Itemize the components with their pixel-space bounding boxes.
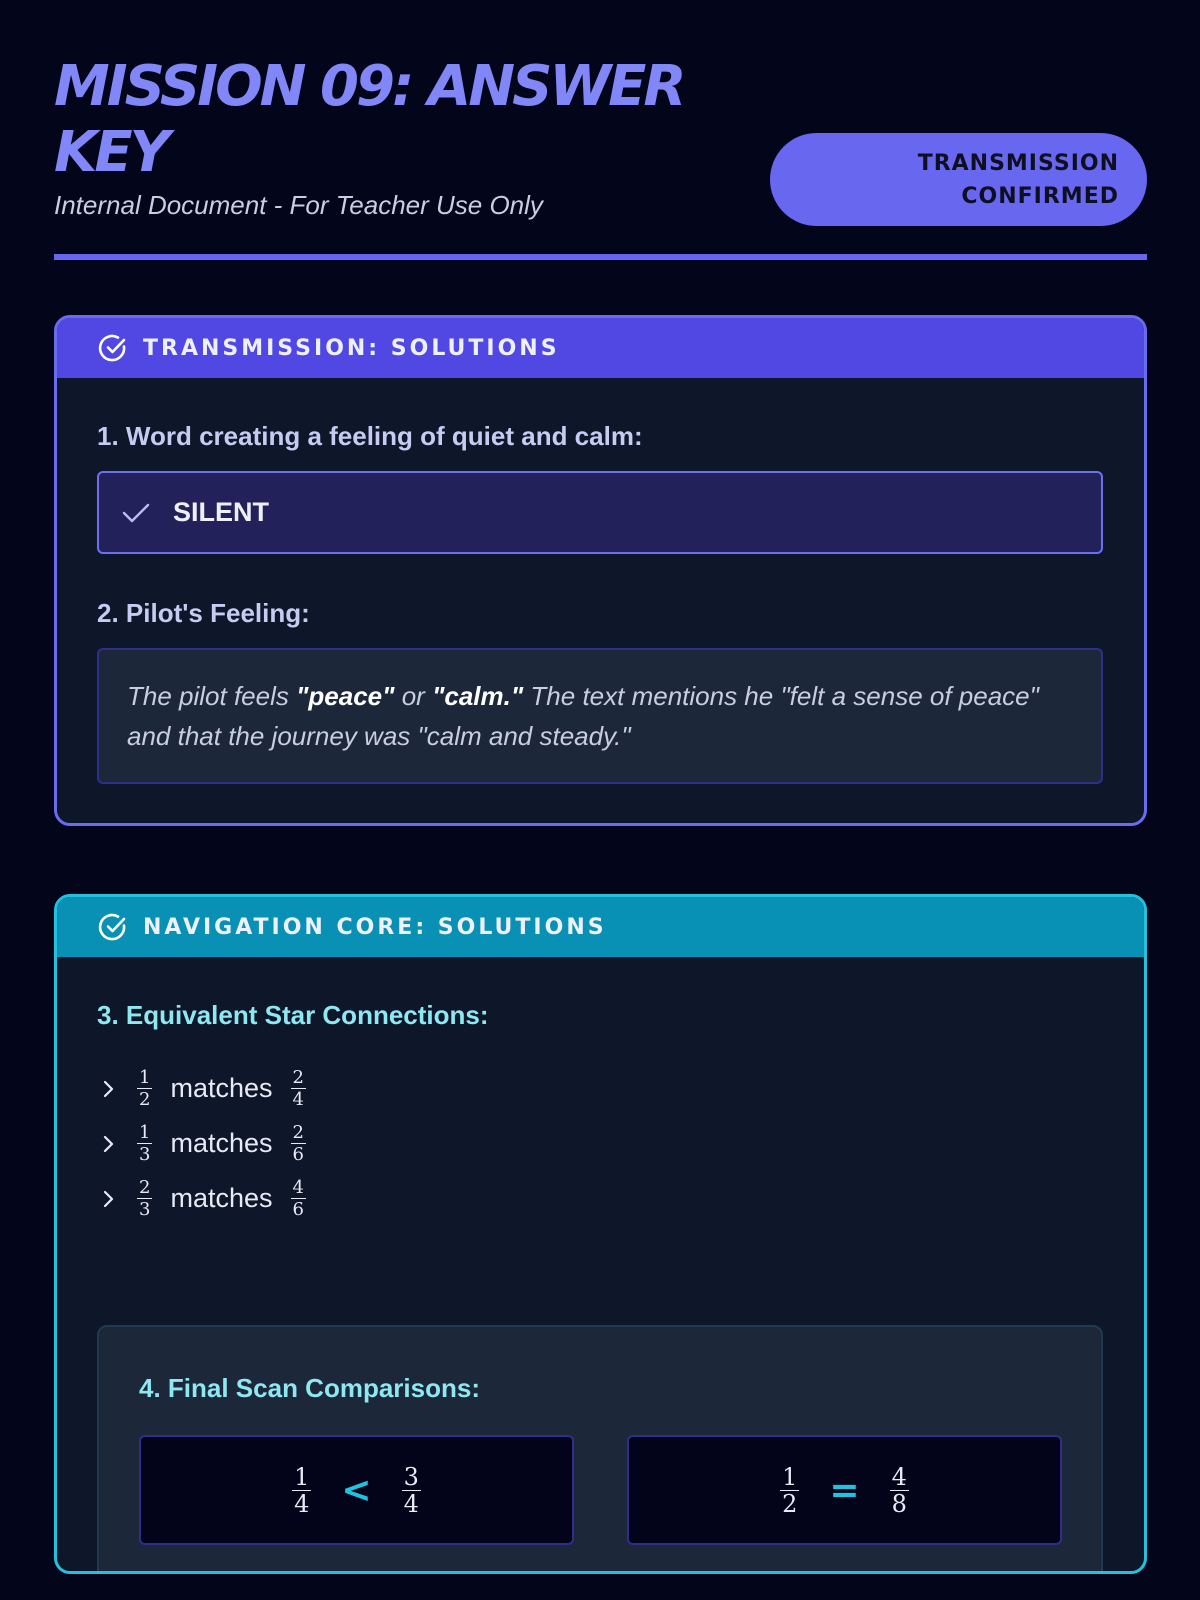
comparison-card — [139, 1435, 574, 1545]
denominator: 2 — [782, 1489, 798, 1518]
list-item — [97, 1171, 306, 1226]
denominator: 3 — [139, 1199, 151, 1220]
fraction — [291, 1123, 306, 1164]
less-than-operator: < — [341, 1469, 372, 1511]
list-item — [97, 1116, 306, 1171]
page-subtitle: Internal Document - For Teacher Use Only — [54, 190, 543, 220]
answer-text-part: or — [394, 681, 433, 711]
question-3-label: 3. Equivalent Star Connections: — [97, 1000, 489, 1030]
title-line-1: MISSION 09: ANSWER — [54, 54, 684, 119]
panel-header — [57, 318, 1144, 378]
denominator: 6 — [292, 1199, 304, 1220]
status-badge — [770, 133, 1147, 226]
answer-key-page — [54, 0, 1147, 1518]
status-line-1: TRANSMISSION — [917, 151, 1119, 176]
numerator: 2 — [292, 1067, 304, 1088]
denominator: 8 — [891, 1489, 907, 1518]
panel-heading: TRANSMISSION: SOLUTIONS — [143, 335, 560, 361]
answer-text-part: The text mentions he "felt a sense of peace" and that the journey was "calm and steady." — [127, 681, 1039, 751]
panel-heading: NAVIGATION CORE: SOLUTIONS — [143, 914, 607, 940]
fraction — [890, 1462, 909, 1518]
numerator: 3 — [403, 1462, 419, 1491]
page-title — [54, 54, 774, 186]
question-1-label: 1. Word creating a feeling of quiet and calm: — [97, 421, 643, 451]
fraction — [291, 1068, 306, 1109]
match-word: matches — [170, 1128, 273, 1158]
numerator: 4 — [891, 1462, 907, 1491]
question-4-label: 4. Final Scan Comparisons: — [139, 1373, 480, 1403]
denominator: 6 — [292, 1144, 304, 1165]
answer-text: SILENT — [173, 497, 270, 527]
numerator: 1 — [139, 1122, 151, 1143]
question-1-answer — [97, 471, 1103, 554]
fraction — [137, 1068, 152, 1109]
numerator: 1 — [294, 1462, 310, 1491]
numerator: 2 — [292, 1122, 304, 1143]
numerator: 1 — [782, 1462, 798, 1491]
comparison-card — [627, 1435, 1062, 1545]
numerator: 1 — [139, 1067, 151, 1088]
panel-header — [57, 897, 1144, 957]
final-scan-comparisons — [97, 1325, 1103, 1574]
check-icon — [121, 501, 151, 525]
denominator: 3 — [139, 1144, 151, 1165]
numerator: 4 — [292, 1177, 304, 1198]
navigation-solutions-panel — [54, 894, 1147, 1574]
question-2-answer — [97, 648, 1103, 784]
fraction — [780, 1462, 799, 1518]
match-word: matches — [170, 1183, 273, 1213]
numerator: 2 — [139, 1177, 151, 1198]
fraction — [292, 1462, 311, 1518]
chevron-right-icon — [103, 1135, 115, 1153]
answer-keyword-calm: "calm." — [432, 681, 524, 711]
match-word: matches — [170, 1073, 273, 1103]
answer-keyword-peace: "peace" — [296, 681, 395, 711]
chevron-right-icon — [103, 1080, 115, 1098]
check-circle-icon — [97, 911, 129, 943]
equals-operator: = — [829, 1469, 860, 1511]
question-2-label: 2. Pilot's Feeling: — [97, 598, 310, 628]
transmission-solutions-panel — [54, 315, 1147, 826]
status-line-2: CONFIRMED — [961, 184, 1119, 209]
title-line-2: KEY — [54, 120, 168, 185]
denominator: 4 — [294, 1489, 310, 1518]
fraction — [291, 1178, 306, 1219]
answer-text-part: The pilot feels — [127, 681, 297, 711]
denominator: 4 — [403, 1489, 419, 1518]
fraction — [137, 1123, 152, 1164]
denominator: 4 — [292, 1089, 304, 1110]
fraction — [137, 1178, 152, 1219]
list-item — [97, 1061, 306, 1116]
header-divider — [54, 254, 1147, 260]
check-circle-icon — [97, 332, 129, 364]
chevron-right-icon — [103, 1190, 115, 1208]
fraction — [402, 1462, 421, 1518]
page-header — [54, 0, 1147, 262]
denominator: 2 — [139, 1089, 151, 1110]
match-list — [97, 1061, 306, 1226]
